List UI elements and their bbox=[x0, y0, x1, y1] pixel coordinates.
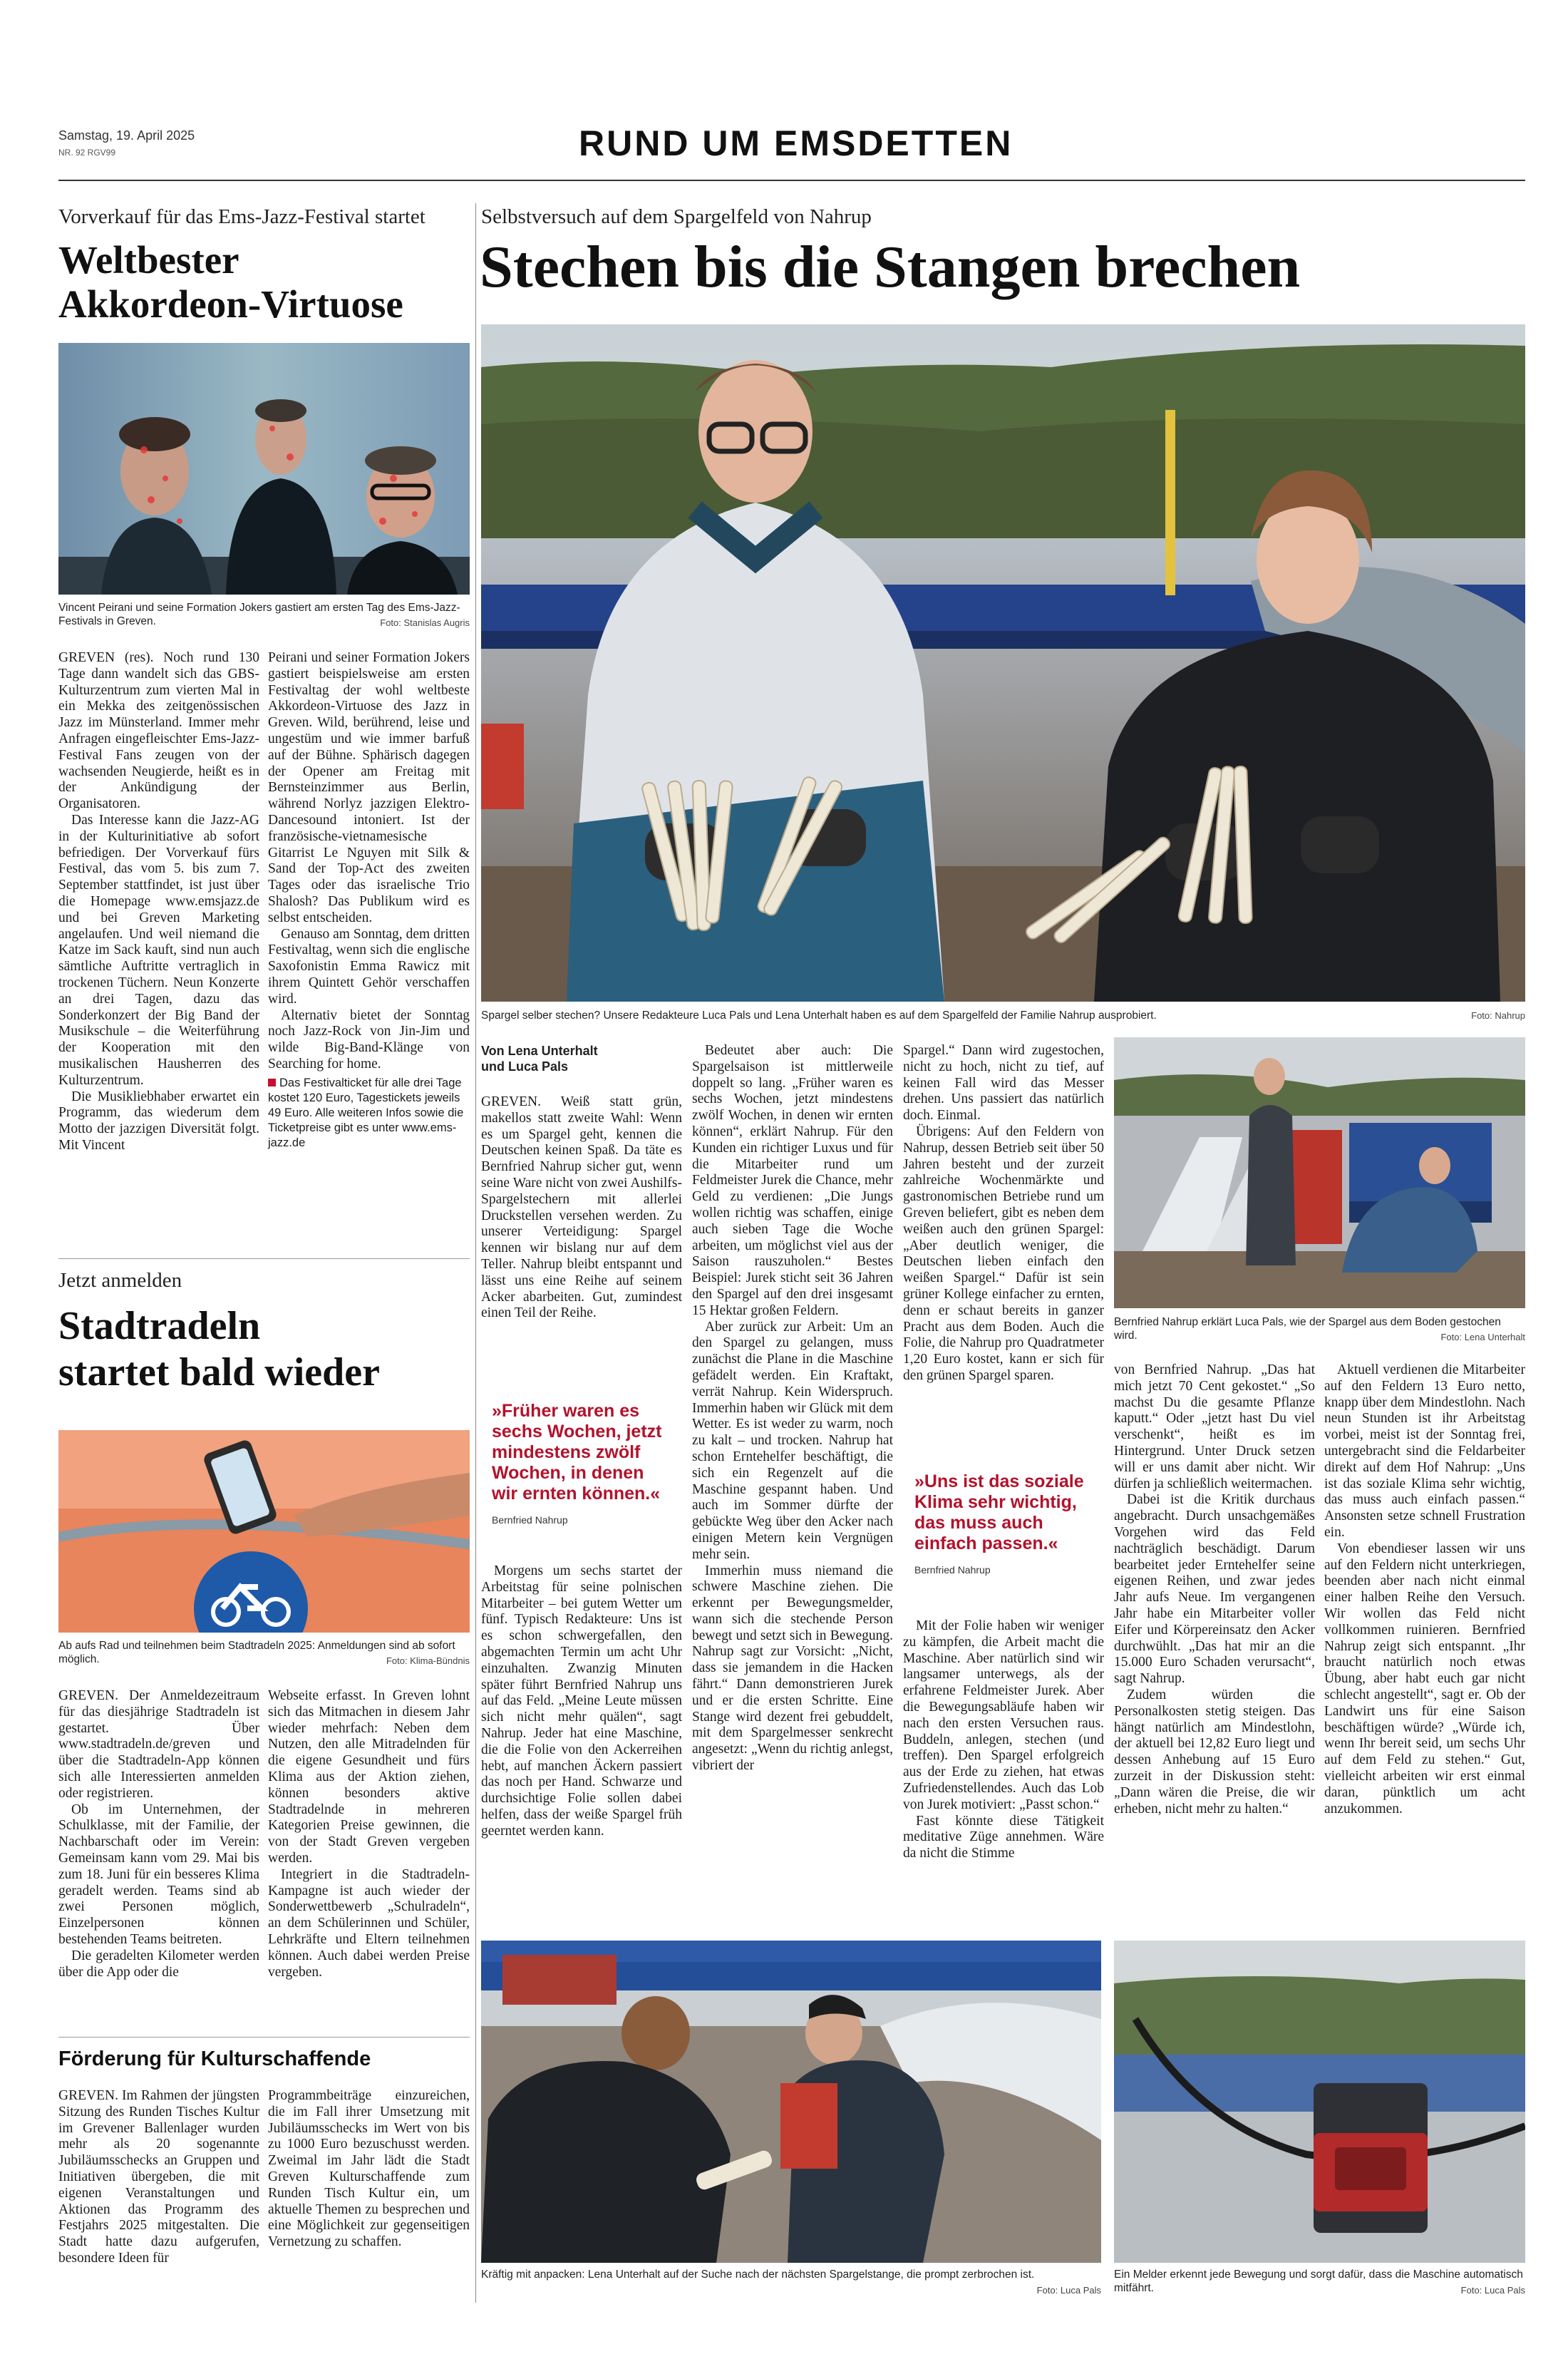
rad-body-col-1 bbox=[58, 1688, 259, 1980]
jazz-headline bbox=[58, 238, 403, 327]
rad-headline-line-1: Stadtradeln bbox=[58, 1304, 261, 1348]
spargel-paragraph: Spargel.“ Dann wird zugestochen, nicht zu hoch, nicht zu tief, auf keinen Fall wird das Messer drehen. Uns passiert das natürlich doch. Einmal. bbox=[903, 1043, 1104, 1124]
spargel-body-col-2 bbox=[692, 1043, 893, 1774]
spargel-paragraph: Dabei ist die Kritik durchaus angebracht. Durch unsachgemäßes Vorgehen wird das Feld nachträglich beschädigt. Darum bearbeitet jeder Erntehelfer seine eigenen Reihen, und zwar jedes Jahr aufs Neue. Im vergangenen Jahr habe ein Mitarbeiter voller Eifer und Körpereinsatz den Acker durchwühlt. „Das hat mir an die 15.000 Euro Schaden verursacht“, sagt Nahrup. bbox=[1114, 1492, 1315, 1687]
rad-headline-line-2: startet bald wieder bbox=[58, 1350, 381, 1394]
spargel-main-credit: Foto: Nahrup bbox=[1471, 1010, 1525, 1021]
rad-paragraph: Die geradelten Kilometer werden über die App oder die bbox=[58, 1948, 259, 1980]
spargel-bottom-credit-1: Foto: Luca Pals bbox=[1036, 2285, 1101, 2296]
edition-code: NR. 92 RGV99 bbox=[58, 148, 116, 158]
spargel-body-col-4 bbox=[1114, 1362, 1315, 1817]
rad-photo-credit: Foto: Klima-Bündnis bbox=[386, 1655, 470, 1666]
spargel-bottom-caption-2: Ein Melder erkennt jede Bewegung und sorgt dafür, dass die Maschine automatisch mitfährt. bbox=[1114, 2268, 1523, 2294]
jazz-info-box bbox=[268, 1076, 470, 1151]
spargel-byline: Von Lena Unterhalt und Luca Pals bbox=[481, 1044, 598, 1074]
spargel-paragraph: Immerhin muss niemand die schwere Maschine ziehen. Die erkennt per Bewegungsmelder, wann sich die stechende Person bewegt und setzt sich in Bewegung. Nahrup sagt zur Vorsicht: „Nicht, dass sie jemandem in die Hacken fährt.“ Dann demonstrieren Jurek und er die ersten Schritte. Eine Stange wird dezent frei gebuddelt, mit dem Spargelmesser senkrecht angesetzt: „Wenn du richtig anlegst, vibriert der bbox=[692, 1563, 893, 1774]
spargel-paragraph: Morgens um sechs startet der Arbeitstag für seine polnischen Mitarbeiter – bei gutem Wetter um fünf. Typisch Redakteure: Uns ist es schon schwergefallen, den abgemachten Termin um acht Uhr einzuhalten. Zwanzig Minuten später führt Bernfried Nahrup uns auf das Feld. „Meine Leute müssen sich nicht mehr quälen“, sagt Nahrup. Jeder hat eine Maschine, die die Folie von den Ackerreihen hebt, auf manchen Äckern passiert das noch per Hand. Schwarze und durchsichtige Folie sollen dabei helfen, dass der weiße Spargel früh geerntet werden kann. bbox=[481, 1563, 682, 1839]
kultur-headline: Förderung für Kulturschaffende bbox=[58, 2047, 371, 2070]
rad-paragraph: Webseite erfasst. In Greven lohnt sich das Mitmachen in diesem Jahr wieder mehrfach: Neben dem Nutzen, den alle Mitradelnden für die eigene Gesundheit und fürs Klima aus der Aktion ziehen, können besonders aktive Stadtradelnde in mehreren Kategorien Preise gewinnen, die von der Stadt Greven vergeben werden. bbox=[268, 1688, 470, 1866]
spargel-side-caption: Bernfried Nahrup erklärt Luca Pals, wie der Spargel aus dem Boden gestochen wird. bbox=[1114, 1316, 1501, 1342]
spargel-paragraph: Fast könnte diese Tätigkeit meditative Züge annehmen. Wäre da nicht die Stimme bbox=[903, 1813, 1104, 1861]
spargel-paragraph: Bedeutet aber auch: Die Spargelsaison ist mittlerweile doppelt so lang. „Früher waren es sechs Wochen, jetzt mindestens zwölf Wochen, in denen wir ernten können“, erklärt Nahrup. Für den Kunden ein richtiger Luxus und für die Mitarbeiter rund um Feldmeister Jurek die Chance, mehr Geld zu verdienen: „Die Jungs wollen richtig was schaffen, einige auch sieben Tage die Woche arbeiten, um möglichst viel aus der Saison rauszuholen.“ Bestes Beispiel: Jurek sticht seit 36 Jahren den Spargel auf den drei insgesamt 15 Hektar großen Feldern. bbox=[692, 1043, 893, 1318]
jazz-end-rule bbox=[58, 1258, 470, 1259]
spargel-paragraph: Aktuell verdienen die Mitarbeiter auf den Feldern 13 Euro netto, knapp über dem Mindestlohn. Nach neun Stunden ist ihr Arbeitstag vorbei, meist ist der Sonntag frei, untergebracht sind die Feldarbeiter direkt auf dem Hof Nahrup: „Uns ist das soziale Klima sehr wichtig, das muss auch einfach passen.“ Ansonsten setze schnell Frustration ein. bbox=[1324, 1362, 1525, 1540]
rad-end-rule bbox=[58, 2037, 470, 2038]
spargel-bottom-photo-1 bbox=[481, 1941, 1101, 2263]
info-square-icon bbox=[268, 1079, 276, 1086]
spargel-bottom-credit-2: Foto: Luca Pals bbox=[1460, 2285, 1525, 2296]
jazz-paragraph: Genauso am Sonntag, dem dritten Festivaltag, wenn sich die englische Saxofonistin Emma Rawicz mit ihrem Quintett Gehör verschaffen wird. bbox=[268, 926, 470, 1007]
rad-paragraph: Ob im Unternehmen, der Schulklasse, mit der Familie, der Nachbarschaft oder im Verein: Gemeinsam kann vom 29. Mai bis zum 18. Juni für ein besseres Klima geradelt werden. Teams sind ab zwei Personen möglich, Einzelpersonen können bestehenden Teams beitreten. bbox=[58, 1802, 259, 1947]
header-rule bbox=[58, 180, 1525, 181]
rad-headline bbox=[58, 1303, 380, 1396]
spargel-quote-2 bbox=[914, 1471, 1096, 1576]
spargel-paragraph: Mit der Folie haben wir weniger zu kämpfen, die Arbeit macht die Maschine. Aber natürlich sind wir langsamer unterwegs, als der erfahrene Feldmeister Jurek. Aber die Bewegungsabläufe haben wir nach den ersten Versuchen raus. Buddeln, anlegen, stechen (und treffen). Den Spargel erfolgreich aus der Erde zu ziehen, hat etwas Zufriedenstellendes. Auch das Lob von Jurek motiviert: „Passt schon.“ bbox=[903, 1618, 1104, 1812]
spargel-paragraph: Von ebendieser lassen wir uns auf den Feldern nicht unterkriegen, beenden aber nach nicht einmal einer halben Reihe den Versuch. Wir wollen das Feld nicht vollkommen ruinieren. Bernfried Nahrup zeigt sich entspannt. „Ihr braucht natürlich noch etwas Übung, aber habt euch gar nicht schlecht angestellt“, sagt er. Ob der Landwirt uns für eine Saison beschäftigen würde? „Würde ich, wenn Ihr bereit seid, um sechs Uhr auf dem Feld zu stehen.“ Gut, vielleicht arbeiten wir erst einmal daran, pünktlich um acht anzukommen. bbox=[1324, 1541, 1525, 1817]
jazz-headline-line-2: Akkordeon-Virtuose bbox=[58, 282, 403, 326]
pull-quote-text: »Uns ist das soziale Klima sehr wichtig, das muss auch einfach passen.« bbox=[914, 1471, 1084, 1553]
spargel-paragraph: Aber zurück zur Arbeit: Um an den Spargel zu gelangen, muss zunächst die Plane in die Maschine gefädelt werden. Ein Kraftakt, verrät Nahrup. Kein Widerspruch. Immerhin haben wir Glück mit dem Wetter. Es ist weder zu warm, noch zu kalt – und trocken. Nahrup hat schon Erntehelfer beschäftigt, die sich ein Regenzelt auf die Maschine gespannt haben. Und auch im Sommer dürfte der gebückte Weg über den Acker nach einigen Metern kein Vergnügen mehr sein. bbox=[692, 1319, 893, 1562]
rad-paragraph: GREVEN. Der Anmeldezeitraum für das diesjährige Stadtradeln ist gestartet. Über www.stadtradeln.de/greven und über die Stadtradeln-App können sich alle Interessierten anmelden oder registrieren. bbox=[58, 1688, 259, 1801]
jazz-band-photo bbox=[58, 343, 470, 595]
jazz-paragraph: Die Musikliebhaber erwartet ein Programm, das wiederum dem Motto der jazzigen Diversität folgt. Mit Vincent bbox=[58, 1089, 259, 1153]
kultur-paragraph: GREVEN. Im Rahmen der jüngsten Sitzung des Runden Tisches Kultur im Grevener Ballenlager wurden mehr als 20 sogenannte Jubiläumsschecks an Gruppen und Initiativen übergeben, die mit eigenen Veranstaltungen und Aktionen das Programm des Festjahrs 2025 mitgestalten. Die Stadt hatte dazu aufgerufen, besondere Ideen für bbox=[58, 2088, 259, 2266]
spargel-body-col-3 bbox=[903, 1043, 1104, 1384]
rad-paragraph: Integriert in die Stadtradeln-Kampagne ist auch wieder der Sonderwettbewerb „Schulradeln“, an dem Schülerinnen und Schüler, Lehrkräfte und Eltern teilnehmen können. Auch dabei werden Preise vergeben. bbox=[268, 1866, 470, 1980]
rad-body-col-2 bbox=[268, 1688, 470, 1980]
jazz-photo-credit: Foto: Stanislas Augris bbox=[380, 617, 470, 628]
spargel-paragraph: Übrigens: Auf den Feldern von Nahrup, dessen Betrieb seit über 50 Jahren besteht und der zurzeit zahlreiche Wochenmärkte und gastronomischen Betriebe rund um Greven beliefert, gibt es neben dem weißen auch den grünen Spargel: „Aber deutlich weniger, die Deutschen lieben einfach den weißen Spargel.“ Dafür ist sein grüner Kollege einfacher zu ernten, denn er schaut bereits in ganzer Pracht aus dem Boden. Auch die Folie, die Nahrup pro Quadratmeter 1,20 Euro kostet, kann er sich für den grünen Spargel sparen. bbox=[903, 1124, 1104, 1383]
spargel-bottom-caption-1: Kräftig mit anpacken: Lena Unterhalt auf der Suche nach der nächsten Spargelstange, die prompt zerbrochen ist. bbox=[481, 2268, 1035, 2281]
jazz-headline-line-1: Weltbester bbox=[58, 238, 239, 282]
jazz-caption-text: Vincent Peirani und seine Formation Jokers gastiert am ersten Tag des Ems-Jazz-Festivals in Greven. bbox=[58, 602, 460, 627]
spargel-body-col-1 bbox=[481, 1094, 682, 1322]
spargel-paragraph: Zudem würden die Personalkosten stetig steigen. Das hängt natürlich am Mindestlohn, der aktuell bei 12,82 Euro liegt und dessen Anhebung auf 15 Euro zurzeit in der Diskussion steht: „Dann wären die Preise, die wir erheben, nicht mehr zu halten.“ bbox=[1114, 1687, 1315, 1817]
spargel-body-col-3b bbox=[903, 1618, 1104, 1862]
rad-kicker: Jetzt anmelden bbox=[58, 1269, 182, 1292]
jazz-paragraph: Alternativ bietet der Sonntag noch Jazz-Rock von Jin-Jim und wilde Big-Band-Klänge von Searching for home. bbox=[268, 1007, 470, 1072]
spargel-side-credit: Foto: Lena Unterhalt bbox=[1440, 1332, 1525, 1342]
pull-quote-text: »Früher waren es sechs Wochen, jetzt mindestens zwölf Wochen, in denen wir ernten können.« bbox=[492, 1401, 662, 1504]
spargel-main-photo bbox=[481, 324, 1525, 1002]
section-title: RUND UM EMSDETTEN bbox=[579, 123, 1013, 163]
jazz-body-col-2 bbox=[268, 650, 470, 1151]
jazz-paragraph: Peirani und seiner Formation Jokers gastiert beispielsweise am ersten Festivaltag der wohl weltbeste Akkordeon-Virtuose des Jazz in Greven. Wild, berührend, leise und ungestüm und wie immer barfuß auf der Bühne. Sphärisch dagegen der Opener am Freitag mit Bernsteinzimmer aus Berlin, während Norlyz jazzigen Elektro-Dancesound intoniert. Ist der französische-vietnamesische Gitarrist Le Nguyen mit Silk & Sand der Top-Act des zweiten Tages oder das israelische Trio Shalosh? Das Publikum wird es selbst entscheiden. bbox=[268, 650, 470, 925]
kultur-body-col-2 bbox=[268, 2088, 470, 2251]
spargel-body-col-5 bbox=[1324, 1362, 1525, 1817]
jazz-paragraph: Das Interesse kann die Jazz-AG in der Kulturinitiative ab sofort befriedigen. Der Vorverkauf fürs Festival, das vom 5. bis zum 7. September stattfindet, ist just über die Homepage www.emsjazz.de und bei Greven Marketing angelaufen. Und weil niemand die Katze im Sack kauft, sind nun auch sämtliche Auftritte vertraglich in trockenen Tüchern. Neun Konzerte an drei Tagen, dazu das Sonderkonzert der Big Band der Musikschule – die Weiterführung der Kooperation mit den musikalischen Hausherren des Kulturzentrum. bbox=[58, 812, 259, 1088]
spargel-kicker: Selbstversuch auf dem Spargelfeld von Nahrup bbox=[481, 205, 872, 228]
pull-quote-source: Bernfried Nahrup bbox=[914, 1564, 991, 1576]
issue-date: Samstag, 19. April 2025 bbox=[58, 128, 195, 143]
jazz-paragraph: GREVEN (res). Noch rund 130 Tage dann wandelt sich das GBS-Kulturzentrum zum vierten Mal in ein Mekka des zeitgenössischen Jazz im Münsterland. Immer mehr Anfragen eingefleischter Ems-Jazz-Festival Fans zeugen von der wachsenden Neugierde, heißt es in der Ankündigung der Organisatoren. bbox=[58, 650, 259, 812]
spargel-body-col-1b bbox=[481, 1563, 682, 1840]
spargel-bottom-photo-2 bbox=[1114, 1941, 1525, 2263]
spargel-side-photo bbox=[1114, 1037, 1525, 1308]
spargel-main-caption: Spargel selber stechen? Unsere Redakteure Luca Pals und Lena Unterhalt haben es auf dem Spargelfeld der Familie Nahrup ausprobiert. bbox=[481, 1009, 1157, 1022]
bike-phone-photo bbox=[58, 1430, 470, 1633]
spargel-quote-1 bbox=[492, 1401, 674, 1526]
kultur-body-col-1 bbox=[58, 2088, 259, 2267]
jazz-body-col-1 bbox=[58, 650, 259, 1154]
spargel-paragraph: von Bernfried Nahrup. „Das hat mich jetzt 70 Cent gekostet.“ „So machst Du die gesamte Pflanze kaputt.“ Oder „jetzt hast Du viel verschenkt“, heißt es im Hintergrund. Unter Druck setzen will er uns damit aber nicht. Wir dürfen ja schließlich weitermachen. bbox=[1114, 1362, 1315, 1491]
jazz-kicker: Vorverkauf für das Ems-Jazz-Festival startet bbox=[58, 205, 425, 228]
spargel-headline: Stechen bis die Stangen brechen bbox=[480, 234, 1301, 300]
column-divider bbox=[475, 203, 476, 2303]
kultur-paragraph: Programmbeiträge einzureichen, die im Fall ihrer Umsetzung mit Jubiläumsschecks im Wert von bis zu 1000 Euro bezuschusst werden. Zweimal im Jahr lädt die Stadt Greven Kulturschaffende zum Runden Tisch Kultur ein, um aktuelle Themen zu besprechen und eine Möglichkeit zur gegenseitigen Vernetzung zu schaffen. bbox=[268, 2088, 470, 2250]
rad-caption-text: Ab aufs Rad und teilnehmen beim Stadtradeln 2025: Anmeldungen sind ab sofort möglich. bbox=[58, 1640, 455, 1665]
jazz-info-text: Das Festivalticket für alle drei Tage kostet 120 Euro, Tagestickets jeweils 49 Euro. Alle weiteren Infos sowie die Ticketpreise gibt es unter www.ems-jazz.de bbox=[268, 1076, 464, 1149]
spargel-paragraph: GREVEN. Weiß statt grün, makellos statt zweite Wahl: Wenn es um Spargel geht, kennen die Deutschen keinen Spaß. Da täte es Bernfried Nahrup sicher gut, wenn seine Ware nicht von zwei Aushilfs-Spargelstechern mit allerlei Druckstellen versehen werden. Zu unserer Verteidigung: Spargel kennen wir bislang nur auf dem Teller. Nahrup bleibt entspannt und lässt uns eine Reihe auf seinem Acker abarbeiten. Gut, zumindest einen Teil der Reihe. bbox=[481, 1094, 682, 1321]
pull-quote-source: Bernfried Nahrup bbox=[492, 1514, 568, 1526]
